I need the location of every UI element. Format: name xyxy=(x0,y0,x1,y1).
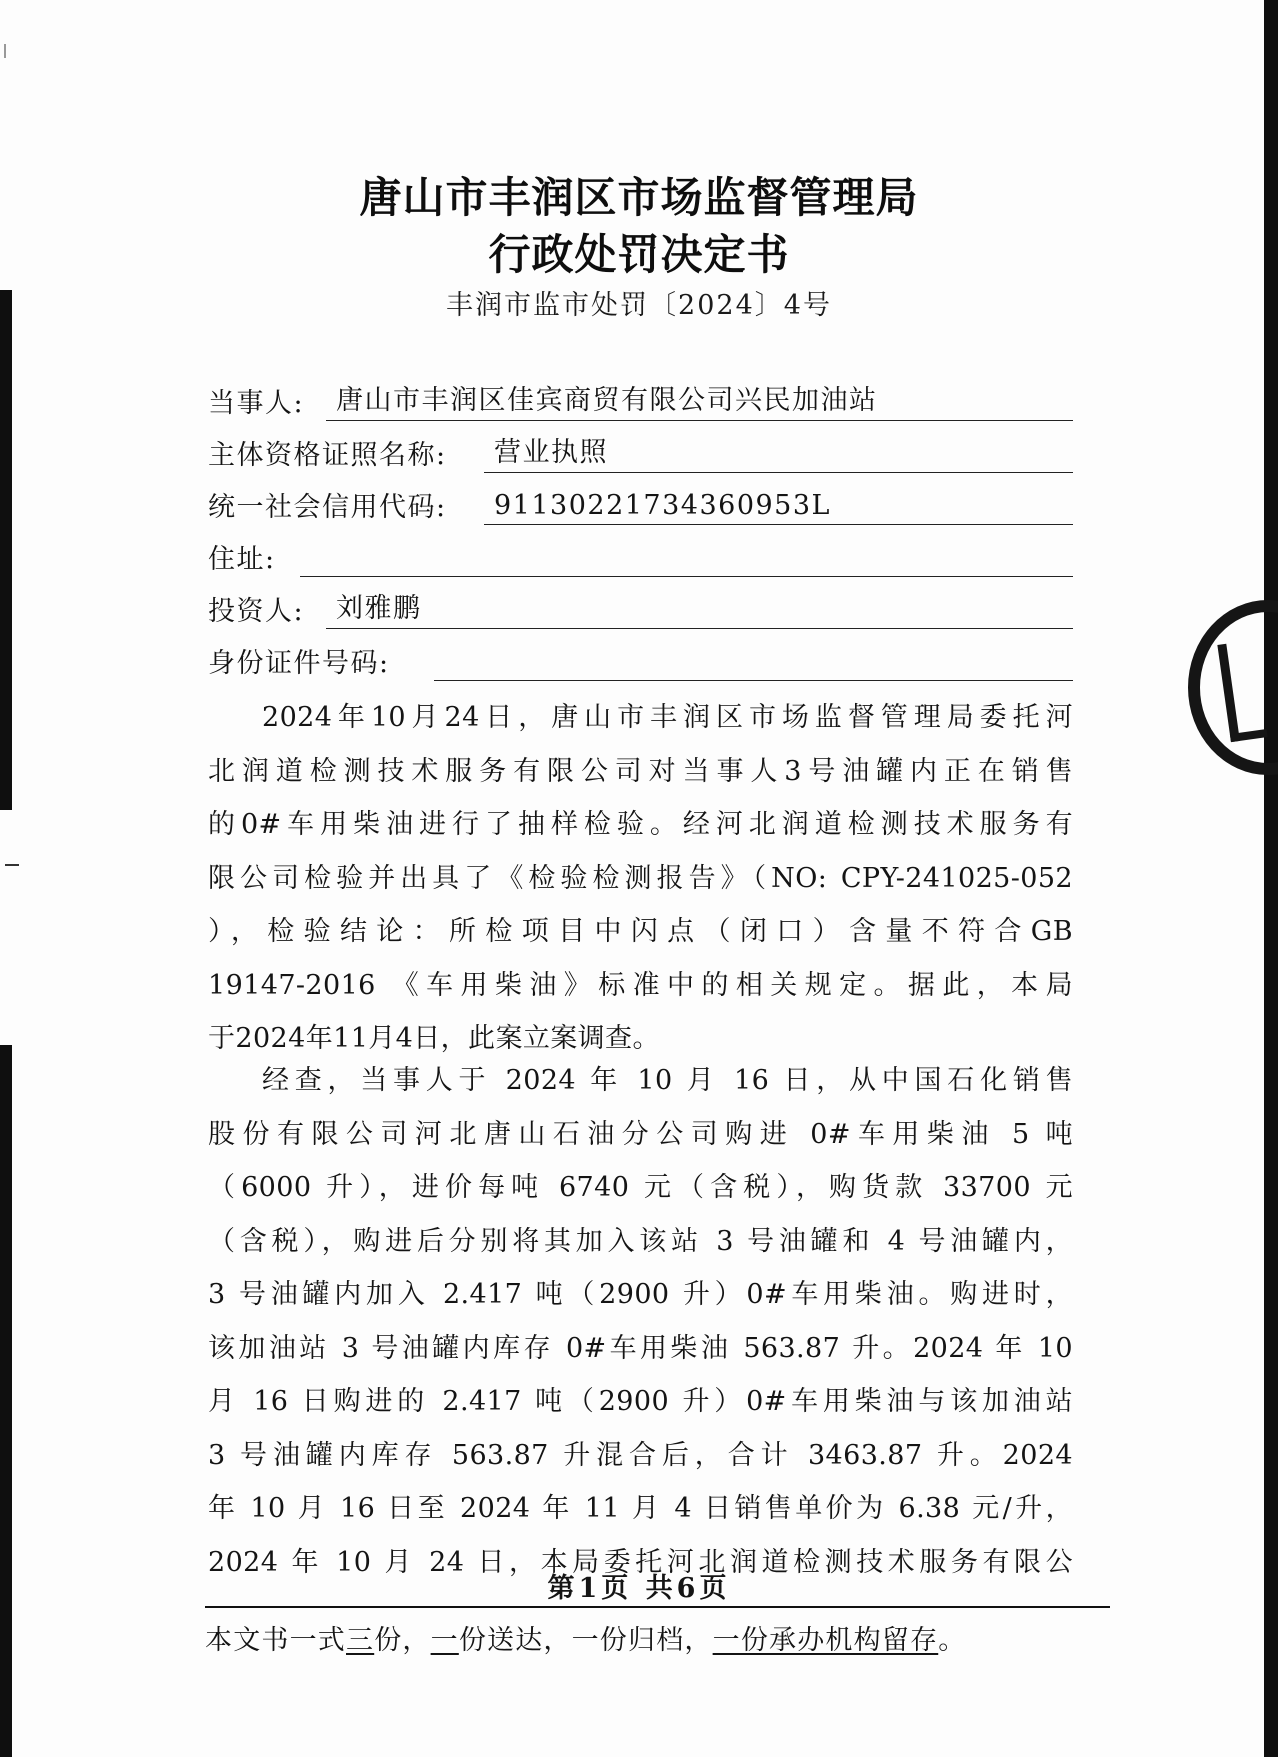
copies-note-prefix: 本文书一式 xyxy=(205,1625,346,1656)
license-row xyxy=(208,432,1073,478)
agency-title: 唐山市丰润区市场监督管理局 xyxy=(359,173,919,222)
credit-code-row xyxy=(208,484,1073,530)
id-number-row xyxy=(208,640,1073,686)
case-paragraph-1 xyxy=(208,691,1073,1066)
scan-edge-left-bottom xyxy=(0,1045,12,1757)
footer-divider xyxy=(205,1606,1110,1608)
paragraph-line: 北润道检测技术服务有限公司对当事人3号油罐内正在销售 xyxy=(208,755,1073,787)
paragraph-line: 2024年10月24日，唐山市丰润区市场监督管理局委托河 xyxy=(262,702,1073,733)
paragraph-line: 3 号油罐内库存 563.87 升混合后，合计 3463.87 升。2024 xyxy=(208,1439,1073,1471)
paragraph-line: 19147-2016 《车用柴油》标准中的相关规定。据此，本局 xyxy=(208,969,1073,1001)
address-field xyxy=(300,537,1073,577)
license-value: 营业执照 xyxy=(494,437,608,468)
paragraph-line: 的0#车用柴油进行了抽样检验。经河北润道检测技术服务有 xyxy=(208,809,1073,840)
id-number-field xyxy=(434,641,1073,681)
investor-value: 刘雅鹏 xyxy=(336,593,422,624)
page-indicator: 第1页 共6页 xyxy=(547,1573,731,1604)
party-name-field xyxy=(326,381,1073,421)
credit-code-value: 91130221734360953L xyxy=(494,490,831,521)
official-seal-fragment xyxy=(1188,600,1278,775)
address-label: 住址: xyxy=(208,544,276,575)
investor-label: 投资人: xyxy=(208,596,305,627)
document-type-title: 行政处罚决定书 xyxy=(488,230,790,279)
scan-mark xyxy=(5,864,19,866)
case-paragraph-2 xyxy=(208,1054,1073,1589)
copies-note-mid2: 份送达，一份归档， xyxy=(458,1625,713,1656)
document-number: 丰润市监市处罚〔2024〕4号 xyxy=(446,290,832,321)
scan-edge-left-top xyxy=(0,290,12,810)
party-name-row xyxy=(208,380,1073,426)
copies-note-mid1: 份， xyxy=(374,1625,431,1656)
id-number-label: 身份证件号码: xyxy=(208,648,390,679)
investor-field xyxy=(326,589,1073,629)
copies-note-suffix: 。 xyxy=(938,1625,967,1656)
copies-count: 三 xyxy=(346,1625,375,1656)
paragraph-line: 月 16 日购进的 2.417 吨（2900 升）0#车用柴油与该加油站 xyxy=(208,1386,1073,1417)
paragraph-line: 经查，当事人于 2024 年 10 月 16 日，从中国石化销售 xyxy=(262,1065,1073,1096)
paragraph-line: （6000 升），进价每吨 6740 元（含税），购货款 33700 元 xyxy=(208,1172,1073,1203)
license-field xyxy=(484,433,1073,473)
paragraph-line: 于2024年11月4日，此案立案调查。 xyxy=(208,1023,660,1054)
paragraph-line: 年 10 月 16 日至 2024 年 11 月 4 日销售单价为 6.38 元/升， xyxy=(208,1493,1073,1524)
investor-row xyxy=(208,588,1073,634)
paragraph-line: 3 号油罐内加入 2.417 吨（2900 升）0#车用柴油。购进时， xyxy=(208,1279,1073,1310)
paragraph-line: （含税），购进后分别将其加入该站 3 号油罐和 4 号油罐内， xyxy=(208,1225,1073,1257)
party-name-value: 唐山市丰润区佳宾商贸有限公司兴民加油站 xyxy=(336,385,878,416)
credit-code-label: 统一社会信用代码: xyxy=(208,492,447,523)
paragraph-line: 股份有限公司河北唐山石油分公司购进 0#车用柴油 5 吨 xyxy=(208,1118,1073,1150)
paragraph-line: 2024 年 10 月 24 日，本局委托河北润道检测技术服务有限公 xyxy=(208,1546,1073,1578)
credit-code-field xyxy=(484,485,1073,525)
delivered-count: 一 xyxy=(430,1625,459,1656)
scan-mark-top xyxy=(4,44,12,58)
address-row xyxy=(208,536,1073,582)
license-label: 主体资格证照名称: xyxy=(208,440,447,471)
archive-note: 一份承办机构留存 xyxy=(712,1625,939,1656)
copies-note xyxy=(205,1618,966,1657)
paragraph-line: ），检验结论：所检项目中闪点（闭口）含量不符合GB xyxy=(208,916,1073,947)
paragraph-line: 限公司检验并出具了《检验检测报告》（NO: CPY-241025-052 xyxy=(208,862,1073,894)
party-name-label: 当事人: xyxy=(208,388,305,419)
paragraph-line: 该加油站 3 号油罐内库存 0#车用柴油 563.87 升。2024 年 10 xyxy=(208,1332,1073,1364)
